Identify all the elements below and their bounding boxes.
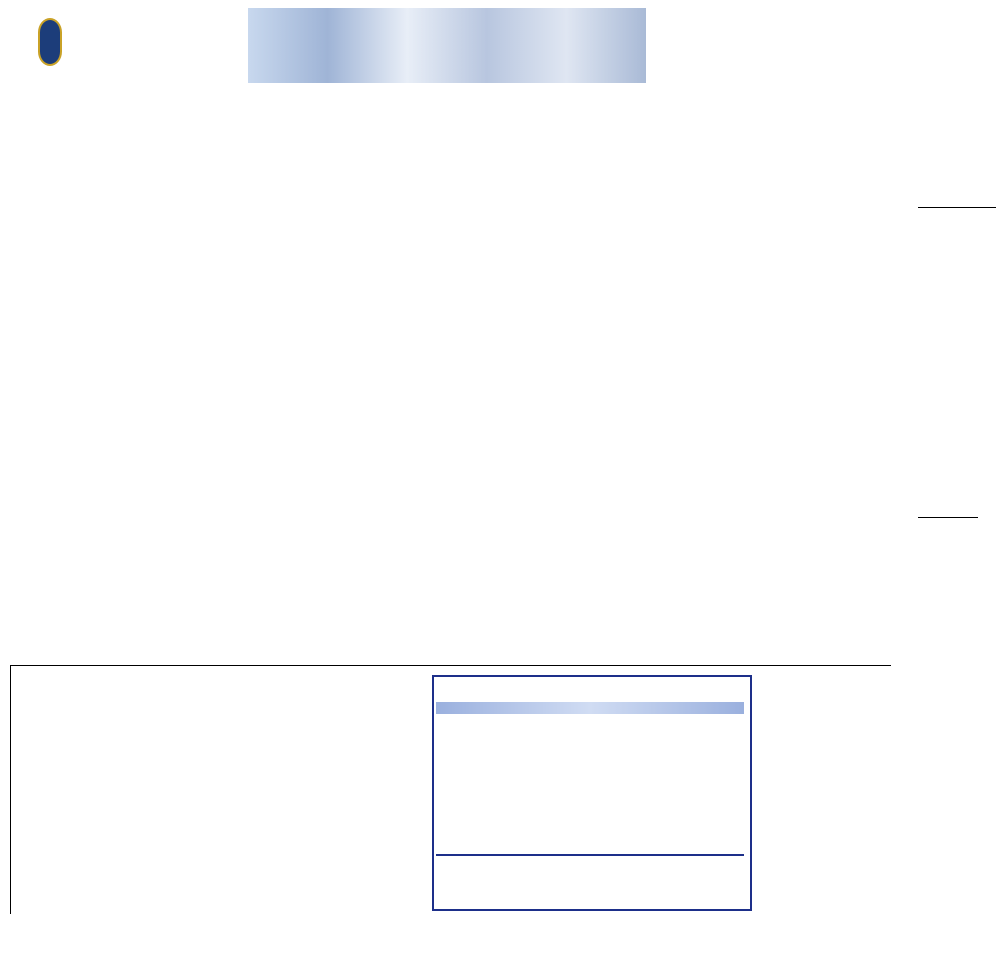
divider: [918, 207, 996, 208]
banner-image: [248, 8, 646, 83]
jockey-club-logo-icon: [38, 18, 62, 66]
divider: [918, 517, 978, 518]
card-band: [436, 702, 744, 714]
card-divider: [436, 854, 744, 856]
card-source-line: [486, 716, 493, 727]
